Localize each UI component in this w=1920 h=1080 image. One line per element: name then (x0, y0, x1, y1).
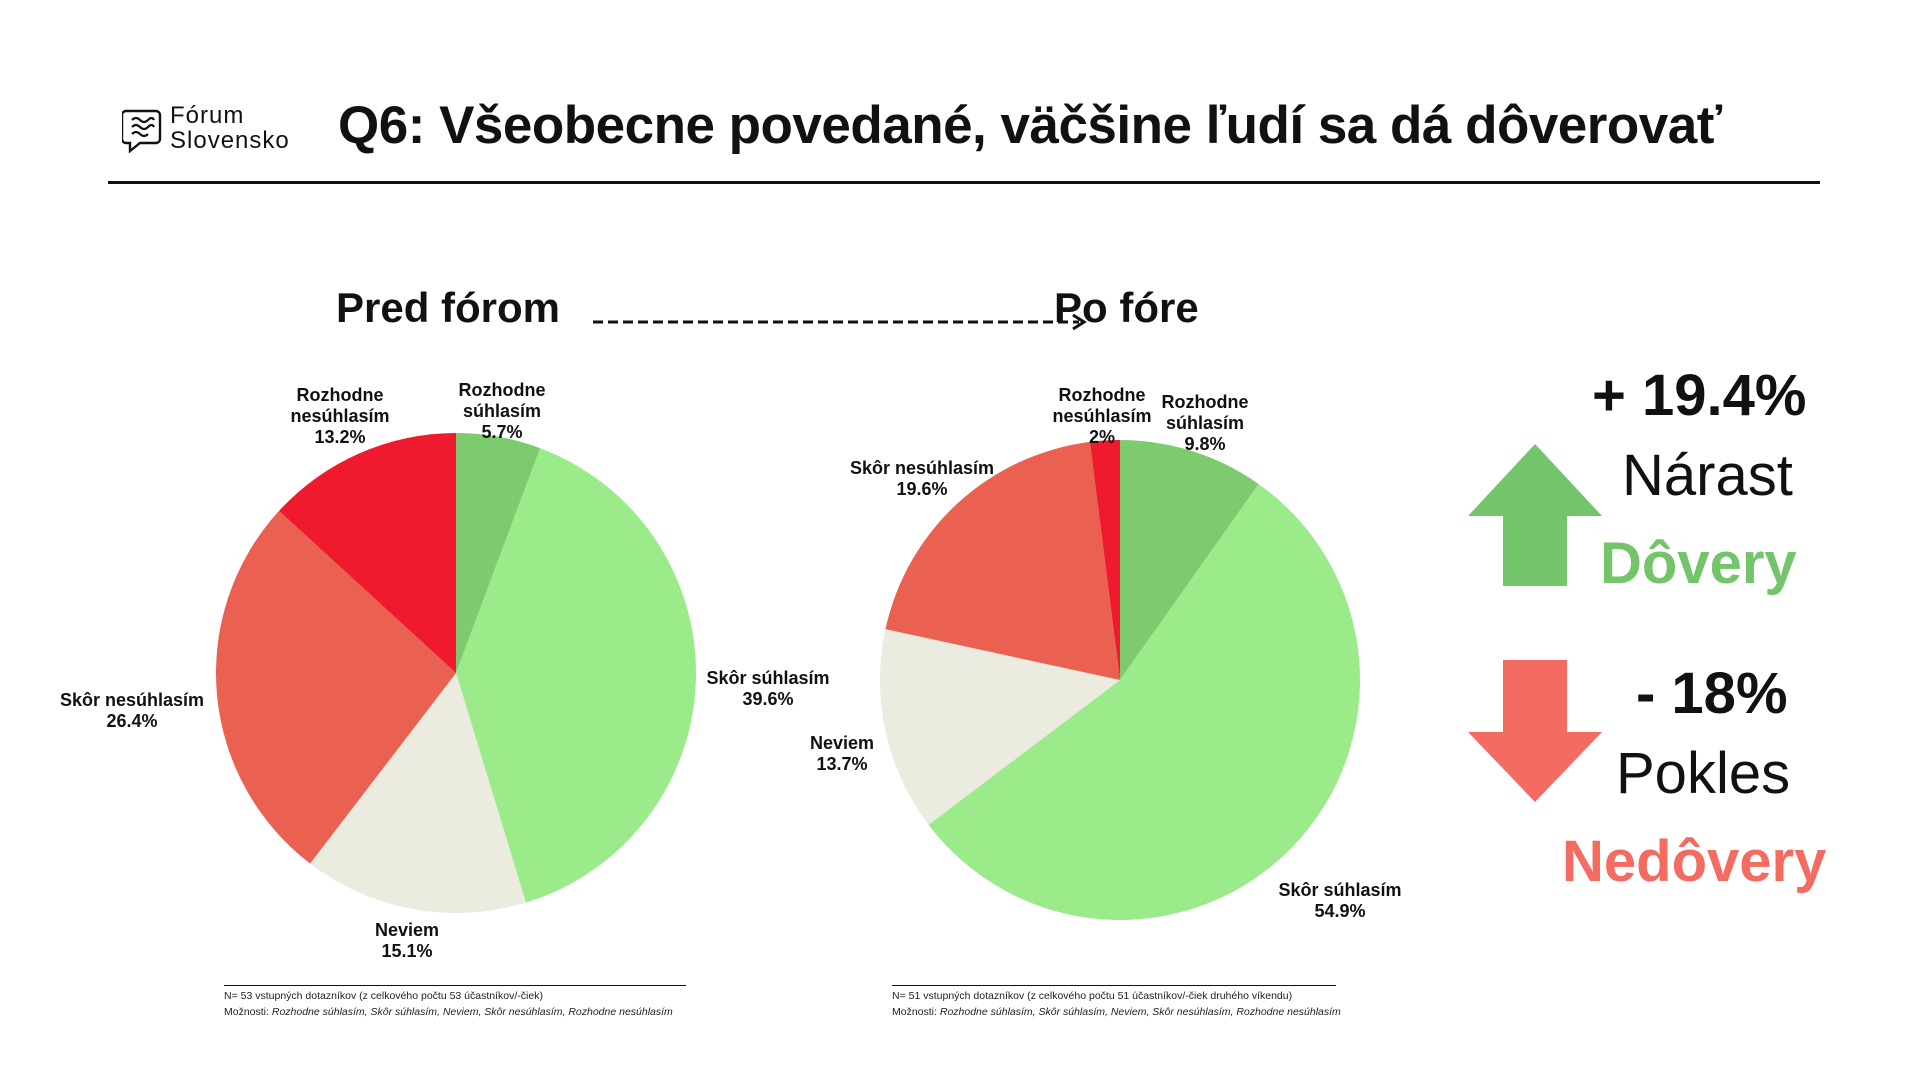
slice-value-text: 13.2% (314, 427, 366, 447)
slice-value-text: 19.6% (896, 479, 948, 499)
footnote-after-options-list: Rozhodne súhlasím, Skôr súhlasím, Neviem, Skôr nesúhlasím, Rozhodne nesúhlasím (939, 1006, 1341, 1018)
pie-before-label-rozhodne-nesuhlasim (290, 385, 389, 448)
slice-value-text: 13.7% (816, 754, 868, 774)
up-arrow-icon (1468, 444, 1602, 586)
pie-after-label-rozhodne-nesuhlasim (1052, 385, 1151, 448)
footnote-before-sample: N= 53 vstupných dotazníkov (z celkového počtu 53 účastníkov/-čiek) (224, 990, 543, 1002)
pie-before-label-neviem (375, 920, 439, 962)
slice-value-text: 39.6% (742, 689, 794, 709)
down-arrow-icon (1468, 660, 1602, 802)
pie-before-label-skor-nesuhlasim (60, 690, 204, 732)
decrease-value: - 18% (1636, 661, 1788, 726)
slice-label-text: Rozhodne (296, 385, 384, 405)
slice-label-text: Skôr nesúhlasím (849, 458, 995, 478)
increase-value: + 19.4% (1592, 363, 1807, 428)
slice-value-text: 2% (1088, 427, 1116, 447)
footnote-before-options-prefix: Možnosti: (224, 1006, 272, 1018)
page-title: Q6: Všeobecne povedané, väčšine ľudí sa dá dôverovať (338, 96, 1722, 155)
slice-label-text: Rozhodne (1058, 385, 1146, 405)
pie-after-label-neviem (810, 733, 874, 775)
slice-label-text: Skôr súhlasím (1278, 880, 1402, 900)
footnote-divider-before (224, 985, 686, 986)
footnote-after-options (892, 1004, 1341, 1020)
slice-label-text: Neviem (809, 733, 875, 753)
slice-label-text: Rozhodne (458, 380, 546, 400)
pie-after-label-skor-suhlasim (1278, 880, 1401, 922)
brand-line-1: Fórum (170, 102, 245, 129)
slice-label-text: súhlasím (1165, 413, 1245, 433)
decrease-word: Pokles (1616, 741, 1791, 806)
footnote-after-options-prefix: Možnosti: (892, 1006, 940, 1018)
slice-label-text: Skôr nesúhlasím (59, 690, 205, 710)
footnote-before-options-list: Rozhodne súhlasím, Skôr súhlasím, Neviem, Skôr nesúhlasím, Rozhodne nesúhlasím (271, 1006, 673, 1018)
slice-label-text: nesúhlasím (290, 406, 390, 426)
footnote-divider-after (892, 985, 1336, 986)
slice-label-text: súhlasím (462, 401, 542, 421)
before-label: Pred fórom (336, 284, 561, 331)
decrease-subject: Nedôvery (1562, 829, 1827, 894)
pie-after-label-skor-nesuhlasim (850, 458, 994, 500)
footnote-before-options (224, 1004, 673, 1020)
slice-label-text: nesúhlasím (1052, 406, 1152, 426)
slice-value-text: 5.7% (481, 422, 523, 442)
footnote-after (892, 988, 1341, 1020)
pie-before-label-skor-suhlasim (706, 668, 829, 710)
slice-value-text: 54.9% (1314, 901, 1366, 921)
pie-before-label-rozhodne-suhlasim (459, 380, 546, 443)
slice-value-text: 9.8% (1184, 434, 1226, 454)
slice-label-text: Skôr súhlasím (706, 668, 830, 688)
increase-word: Nárast (1622, 443, 1793, 508)
slice-value-text: 15.1% (381, 941, 433, 961)
slice-label-text: Rozhodne (1161, 392, 1249, 412)
slice-value-text: 26.4% (106, 711, 158, 731)
footnote-before (224, 988, 673, 1020)
after-label: Po fóre (1054, 284, 1199, 331)
footnote-after-sample: N= 51 vstupných dotazníkov (z celkového počtu 51 účastníkov/-čiek druhého víkendu) (892, 990, 1293, 1002)
slice-label-text: Neviem (374, 920, 440, 940)
increase-subject: Dôvery (1600, 531, 1797, 596)
pie-after-label-rozhodne-suhlasim (1162, 392, 1249, 455)
brand-line-2: Slovensko (170, 127, 290, 154)
